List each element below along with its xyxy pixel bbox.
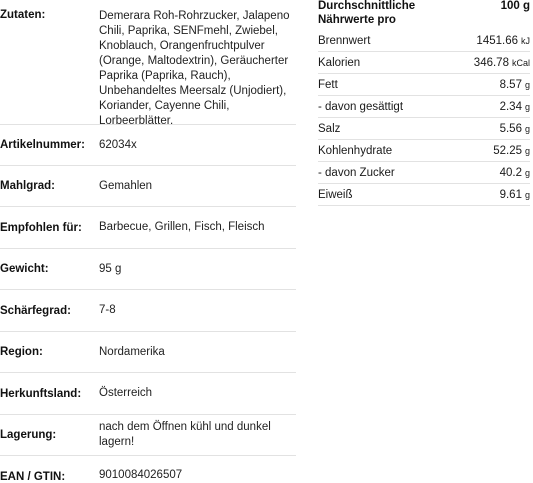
nutrient-unit: kJ: [521, 35, 530, 46]
property-label: Gewicht:: [0, 263, 49, 275]
nutrient-amount: [500, 167, 530, 179]
property-label: Mahlgrad:: [0, 180, 55, 192]
property-row-ingredients: [0, 0, 296, 125]
property-value: 7-8: [99, 304, 116, 316]
nutrient-value: 8.57: [499, 78, 522, 91]
nutrition-per-amount: 100 g: [500, 0, 530, 12]
nutrition-row-sugar: [318, 162, 530, 184]
property-label: Zutaten:: [0, 9, 46, 21]
nutrient-amount: [476, 35, 530, 47]
nutrition-row-protein: [318, 184, 530, 206]
property-row-article-number: [0, 125, 296, 166]
property-label: Region:: [0, 346, 43, 358]
property-row-recommended-for: [0, 207, 296, 249]
nutrient-value: 1451.66: [476, 34, 518, 47]
nutrition-row-energy: [318, 30, 530, 52]
nutrient-amount: [500, 79, 530, 91]
nutrition-row-saturated-fat: [318, 96, 530, 118]
nutrient-label: - davon gesättigt: [318, 100, 404, 113]
nutrient-amount: [500, 123, 530, 135]
property-label: Schärfegrad:: [0, 304, 71, 317]
nutrient-unit: g: [524, 167, 530, 178]
nutrient-value: 52.25: [493, 144, 522, 157]
nutrient-amount: [474, 57, 530, 69]
nutrient-unit: g: [524, 79, 530, 90]
property-value: Gemahlen: [99, 179, 153, 192]
nutrient-unit: g: [524, 189, 530, 200]
nutrient-value: 2.34: [499, 100, 522, 113]
nutrient-unit: g: [524, 145, 530, 156]
property-value: Barbecue, Grillen, Fisch, Fleisch: [99, 221, 265, 233]
nutrient-label: Fett: [318, 78, 338, 91]
nutrition-table: [318, 0, 530, 206]
property-row-grind: [0, 166, 296, 207]
nutrient-value: 9.61: [499, 188, 522, 201]
property-value: 62034x: [99, 138, 137, 151]
property-row-weight: [0, 249, 296, 290]
property-label: Artikelnummer:: [0, 139, 85, 151]
property-value: Nordamerika: [99, 345, 165, 358]
nutrient-value: 346.78: [473, 56, 509, 69]
property-value: 9010084026507: [99, 469, 183, 481]
nutrient-unit: g: [524, 101, 530, 112]
property-row-storage: [0, 415, 296, 456]
property-value: Österreich: [99, 387, 153, 399]
nutrient-label: Brennwert: [318, 34, 371, 47]
nutrient-label: Kohlenhydrate: [318, 144, 393, 157]
nutrient-label: Salz: [318, 122, 341, 135]
nutrition-row-fat: [318, 74, 530, 96]
nutrient-label: Eiweiß: [318, 188, 353, 201]
nutrition-row-calories: [318, 52, 530, 74]
nutrition-header: [318, 0, 530, 30]
nutrition-row-carbohydrates: [318, 140, 530, 162]
nutrient-value: 5.56: [499, 122, 522, 135]
property-row-origin-country: [0, 373, 296, 415]
property-row-heat-level: [0, 290, 296, 332]
property-label: Lagerung:: [0, 429, 57, 441]
nutrient-value: 40.2: [499, 166, 522, 179]
property-value: 95 g: [99, 262, 122, 275]
nutrition-row-salt: [318, 118, 530, 140]
property-row-ean: [0, 456, 296, 483]
nutrient-amount: [493, 145, 530, 157]
property-value: nach dem Öffnen kühl und dunkel lagern!: [99, 421, 271, 448]
nutrient-amount: [500, 189, 530, 201]
property-label: EAN / GTIN:: [0, 471, 66, 483]
nutrient-amount: [500, 101, 530, 113]
property-label: Empfohlen für:: [0, 221, 82, 234]
nutrient-label: - davon Zucker: [318, 166, 395, 179]
nutrient-unit: g: [524, 123, 530, 134]
nutrient-label: Kalorien: [318, 56, 361, 69]
property-label: Herkunftsland:: [0, 387, 82, 400]
nutrient-unit: kCal: [511, 57, 530, 68]
property-value: Demerara Roh-Rohrzucker, Jalapeno Chili, Paprika, SENFmehl, Zwiebel, Knoblauch, Orangenfruchtpulver (Orange, Maltodextrin), Geräucherter Paprika (Paprika, Rauch), Unbehandeltes Meersalz (Unjodiert), Koriander, Cayenne Chili, Lorbeerblätter.: [99, 10, 290, 127]
property-row-region: [0, 332, 296, 373]
nutrition-title: Durchschnittliche Nährwerte pro: [318, 0, 416, 26]
